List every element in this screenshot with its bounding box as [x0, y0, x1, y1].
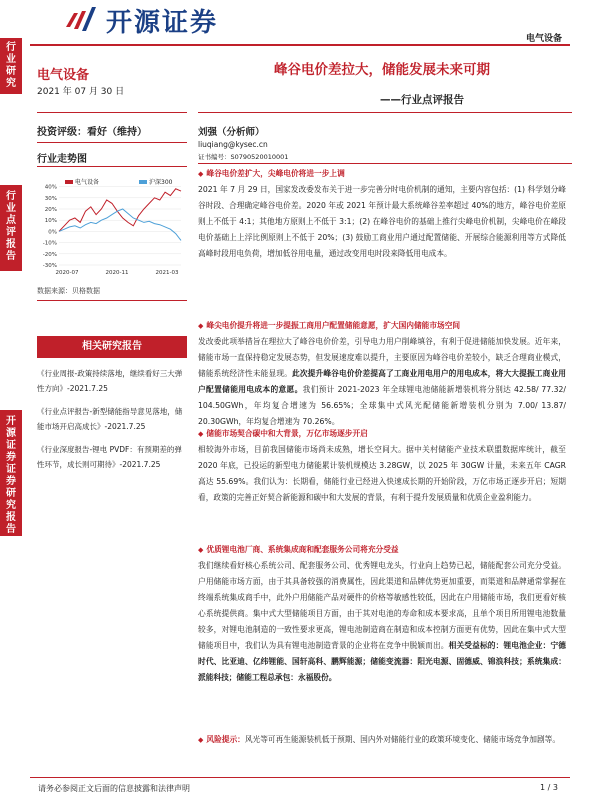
side-tab-brand: 开源证券 证券研究报告 [0, 410, 22, 536]
section-heading: ◆ 峰谷电价差扩大，尖峰电价将进一步上调 [198, 166, 566, 182]
chart-legend-label: 电气设备 [75, 179, 100, 186]
section-heading: ◆ 优质锂电池厂商、系统集成商和配套服务公司将充分受益 [198, 542, 566, 558]
analyst-cert: 证书编号：S0790520010001 [198, 153, 289, 161]
investment-rating: 投资评级：看好（维持） [37, 127, 147, 138]
chart-legend-swatch [65, 180, 73, 184]
section-text: 我们继续看好核心系统公司、配套服务公司、优秀锂电龙头，行业向上趋势已起，储能配套公司充分受益。户用储能市场方面，由于其具备较强的消费属性，因此渠道和品牌优势更加重要，而渠道和品牌通常掌握在终端系统集成商手中，此外户用储能产品对硬件的价格等敏感性较低，因此在户用储能市场，我们更看好核心系统提供商。集中式大型储能项目方面，由于其对电池的寿命和成本要求高，且单个项目所用锂电池数量较多，对锂电池制造的一致性要求更高，锂电池制造商在制造和成本控制方面更有优势，因此在集中式大型储能项目中，我们认为具有锂电池制造背景的企业将在竞争中脱颖而出。相关受益标的：锂电池企业：宁德时代、比亚迪、亿纬锂能、国轩高科、鹏辉能源；储能变流器：阳光电源、固德威、锦浪科技；系统集成：派能科技；储能工程总承包：永福股份。 [198, 561, 566, 682]
section-1 [198, 166, 566, 262]
chart-source: 数据来源：贝格数据 [37, 287, 100, 295]
section-2 [198, 318, 566, 430]
chart-y-tick-label: -30% [42, 263, 57, 269]
left-divider-3 [37, 166, 187, 167]
chart-x-tick-label: 2021-03 [155, 270, 179, 276]
section-text: ◆ 风险提示：风光等可再生能源装机低于预期、国内外对储能行业的政策环境变化、储能市场竞争加剧等。 [198, 732, 566, 748]
brand-logo [64, 2, 218, 38]
chart-legend-swatch [139, 180, 147, 184]
chart-y-tick-label: 40% [44, 184, 57, 191]
trend-chart-title: 行业走势图 [37, 154, 87, 165]
left-divider-2 [37, 142, 187, 143]
section-risk [198, 732, 566, 748]
analyst-email[interactable]: liuqiang@kysec.cn [198, 140, 268, 149]
section-text: 发改委此项举措旨在理拉大了峰谷电价价差，引导电力用户削峰填谷，有利于促进储能加快发展。近年来，储能市场一直保持稳定发展态势，但发展速度难以提升，主要原因为峰谷电价差较小，缺乏合理商业模式，储能系统经济性未能显现。此次提升峰谷电价价差提高了工商业用电用户的用电成本，将大大提振工商业用户配置储能用电成本的意愿。我们预计 2021-2023 年全球锂电池储能新增装机将分别达 42.58/ 77.32/ 104.50GWh，年均复合增速为 56.65%；全球集中式风光配储能新增装机分别为 7.00/ 13.87/ 20.30GWh，年均复合增速为 70.26%。 [198, 337, 566, 426]
related-report-item[interactable]: 《行业深度报告-锂电 PVDF：有预期差的弹性环节，成长则可期待》-2021.7.25 [37, 445, 182, 469]
section-4 [198, 542, 566, 686]
chart-x-tick-label: 2020-11 [105, 270, 129, 276]
chart-y-tick-label: 20% [44, 207, 57, 213]
section-heading: ◆ 峰尖电价提升将进一步提振工商用户配置储能意愿，扩大国内储能市场空间 [198, 318, 566, 334]
trend-chart [37, 173, 185, 283]
left-divider-4 [37, 300, 187, 301]
report-date: 2021 年 07 月 30 日 [37, 87, 125, 97]
header-category: 电气设备 [525, 34, 562, 44]
header-divider [30, 44, 570, 46]
left-divider [37, 112, 187, 113]
page-number: 1 / 3 [540, 783, 558, 792]
chart-y-tick-label: 0% [48, 229, 57, 236]
related-reports-title: 相关研究报告 [37, 336, 187, 358]
section-text: 2021 年 7 月 29 日，国家发改委发布关于进一步完善分时电价机制的通知，主要内容包括：(1) 科学划分峰谷时段、合理确定峰谷电价差。2020 年或 2021 年预计最大系统峰谷差率超过 40%的地方，峰谷电价差原则上不低于 4:1；其他地方原则上不低于 3:1；(2) 在峰谷电价的基础上推行尖峰电价机制，尖峰电价在峰段电价基础上上浮比例原则上不低于 20%；(3) 鼓励工商业用户通过配置储能、开展综合能源利用等方式降低高峰时段用电负荷，增加低谷用电量，通过改变用电时段来降低用电成本。 [198, 185, 566, 258]
report-title: 峰谷电价差拉大，储能发展未来可期 [274, 62, 490, 78]
chart-x-tick-label: 2020-07 [55, 270, 79, 276]
brand-name: 开源证券 [106, 7, 219, 38]
section-heading: ◆ 储能市场契合碳中和大背景，万亿市场逐步开启 [198, 426, 566, 442]
report-subtitle: ——行业点评报告 [380, 94, 464, 106]
chart-y-tick-label: -10% [42, 240, 57, 247]
analyst-divider [198, 163, 572, 164]
chart-y-tick-label: -20% [42, 251, 57, 258]
analyst-name: 刘强（分析师） [198, 127, 265, 138]
related-reports-list [37, 366, 187, 480]
footer-disclaimer: 请务必参阅正文后面的信息披露和法律声明 [38, 784, 190, 793]
title-divider [198, 112, 572, 113]
brand-mark-icon [64, 5, 98, 35]
chart-y-tick-label: 10% [44, 218, 57, 225]
trend-chart-svg [37, 173, 185, 283]
chart-legend-label: 沪深300 [149, 179, 173, 186]
related-report-item[interactable]: 《行业周报-政策持续落地，继续看好三大弹性方向》-2021.7.25 [37, 369, 183, 393]
side-tab-report-type: 行业点评报告 [0, 185, 22, 271]
side-tab-industry-research: 行业研究 [0, 38, 22, 94]
sector-name: 电气设备 [37, 68, 90, 83]
chart-series-line-1 [59, 209, 181, 240]
section-3 [198, 426, 566, 506]
footer-divider [30, 777, 570, 778]
chart-y-tick-label: 30% [44, 195, 57, 202]
related-report-item[interactable]: 《行业点评报告-新型储能指导意见落地，储能市场开启高成长》-2021.7.25 [37, 407, 183, 431]
section-text: 相较海外市场，目前我国储能市场尚未成熟，增长空间大。据中关村储能产业技术联盟数据库统计，截至 2020 年底，已投运的新型电力储能累计装机规模达 3.28GW，以 2025 年 30GW 计量，未来五年 CAGR 高达 55.69%。我们认为：长期看，储能行业已经进入快速成长期的开始阶段，万亿市场正逐步开启；短期看，政策的完善正好契合新能源和碳中和大发展的背景，有利于提升发展质量和优质企业盈利能力。 [198, 445, 566, 502]
